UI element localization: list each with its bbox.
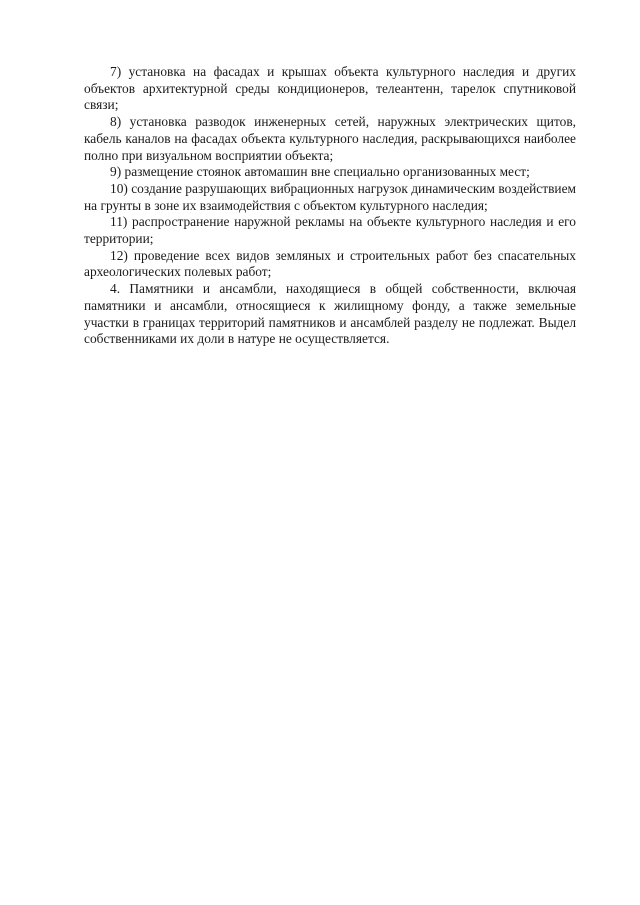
document-body bbox=[84, 64, 576, 348]
list-item-9: 9) размещение стоянок автомашин вне специально организованных мест; bbox=[110, 164, 530, 180]
list-item-10: 10) создание разрушающих вибрационных нагрузок динамическим воздействием на грунты в зоне их взаимодействия с объектом культурного наследия; bbox=[84, 180, 576, 213]
list-item-12: 12) проведение всех видов земляных и строительных работ без спасательных археологических полевых работ; bbox=[84, 247, 576, 280]
list-item-8: 8) установка разводок инженерных сетей, наружных электрических щитов, кабель каналов на фасадах объекта культурного наследия, раскрывающихся наиболее полно при визуальном восприятии объекта; bbox=[84, 114, 576, 163]
list-item-11: 11) распространение наружной рекламы на объекте культурного наследия и его территории; bbox=[84, 214, 576, 247]
list-item-7: 7) установка на фасадах и крышах объекта культурного наследия и других объектов архитектурной среды кондиционеров, телеантенн, тарелок спутниковой связи; bbox=[84, 64, 576, 113]
section-4-paragraph: 4. Памятники и ансамбли, находящиеся в общей собственности, включая памятники и ансамбли, относящиеся к жилищному фонду, а также земельные участки в границах территорий памятников и ансамблей разделу не подлежат. Выдел собственниками их доли в натуре не осуществляется. bbox=[84, 281, 576, 347]
